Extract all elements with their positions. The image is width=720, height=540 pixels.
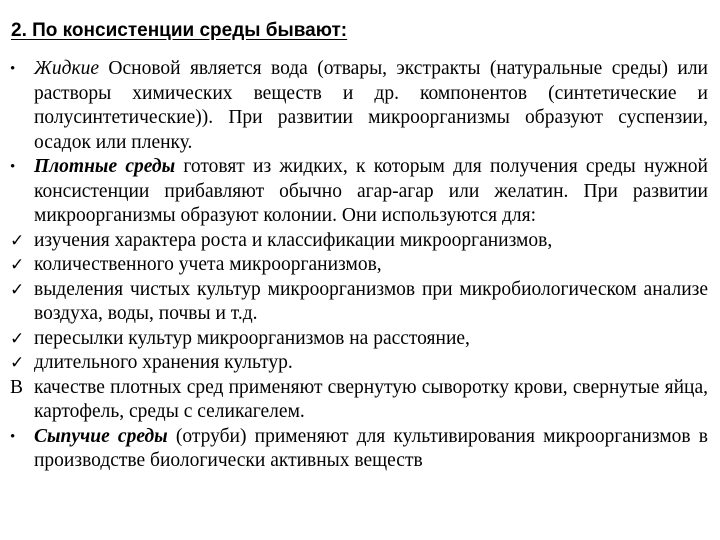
item-lead: Плотные среды — [34, 156, 176, 177]
item-text: готовят из жидких, к которым для получения среды нужной консистенции прибавляют обычно агар-агар или желатин. При развитии микроорганизмы образуют колонии. Они используются для: — [34, 156, 708, 226]
item-text: качестве плотных сред применяют свернутую сыворотку крови, свернутые яйца, картофель, среды с селикагелем. — [34, 376, 708, 422]
list-item-loose — [10, 425, 708, 474]
item-lead: Жидкие — [34, 58, 100, 79]
check-icon: ✓ — [10, 230, 25, 250]
list-item-check — [10, 253, 708, 278]
bullet-marker: • — [10, 61, 16, 77]
check-icon: ✓ — [10, 255, 25, 274]
content-list — [10, 57, 708, 474]
item-text: длительного хранения культур. — [34, 352, 293, 373]
check-icon: ✓ — [10, 279, 25, 299]
list-item-solid — [10, 155, 708, 229]
bullet-marker: • — [10, 159, 16, 175]
slide-title: 2. По консистенции среды бывают: — [11, 20, 348, 41]
item-text: (отруби) применяют для культивирования микроорганизмов в производстве биологически активных веществ — [34, 425, 708, 471]
list-item-check — [10, 229, 708, 254]
item-lead: Сыпучие среды — [34, 425, 168, 447]
list-item-check — [10, 278, 708, 327]
item-text: Основой является вода (отвары, экстракты (натуральные среды) или растворы химических веществ и др. компонентов (синтетические и полусинтетические)). При развитии микроорганизмы образуют суспензии, осадок или пленку. — [34, 58, 708, 153]
list-item-liquid — [10, 57, 708, 155]
item-text: изучения характера роста и классификации микроорганизмов, — [34, 229, 553, 251]
item-text: пересылки культур микроорганизмов на расстояние, — [34, 327, 470, 349]
item-text: количественного учета микроорганизмов, — [34, 254, 382, 275]
list-item-check — [10, 351, 708, 376]
list-item-dense-media — [10, 376, 708, 425]
bullet-marker: • — [10, 428, 16, 445]
item-marker: В — [10, 376, 24, 398]
item-text: выделения чистых культур микроорганизмов при микробиологическом анализе воздуха, воды, почвы и т.д. — [34, 278, 708, 324]
check-icon: ✓ — [10, 353, 25, 372]
list-item-check — [10, 327, 708, 352]
check-icon: ✓ — [10, 328, 25, 348]
